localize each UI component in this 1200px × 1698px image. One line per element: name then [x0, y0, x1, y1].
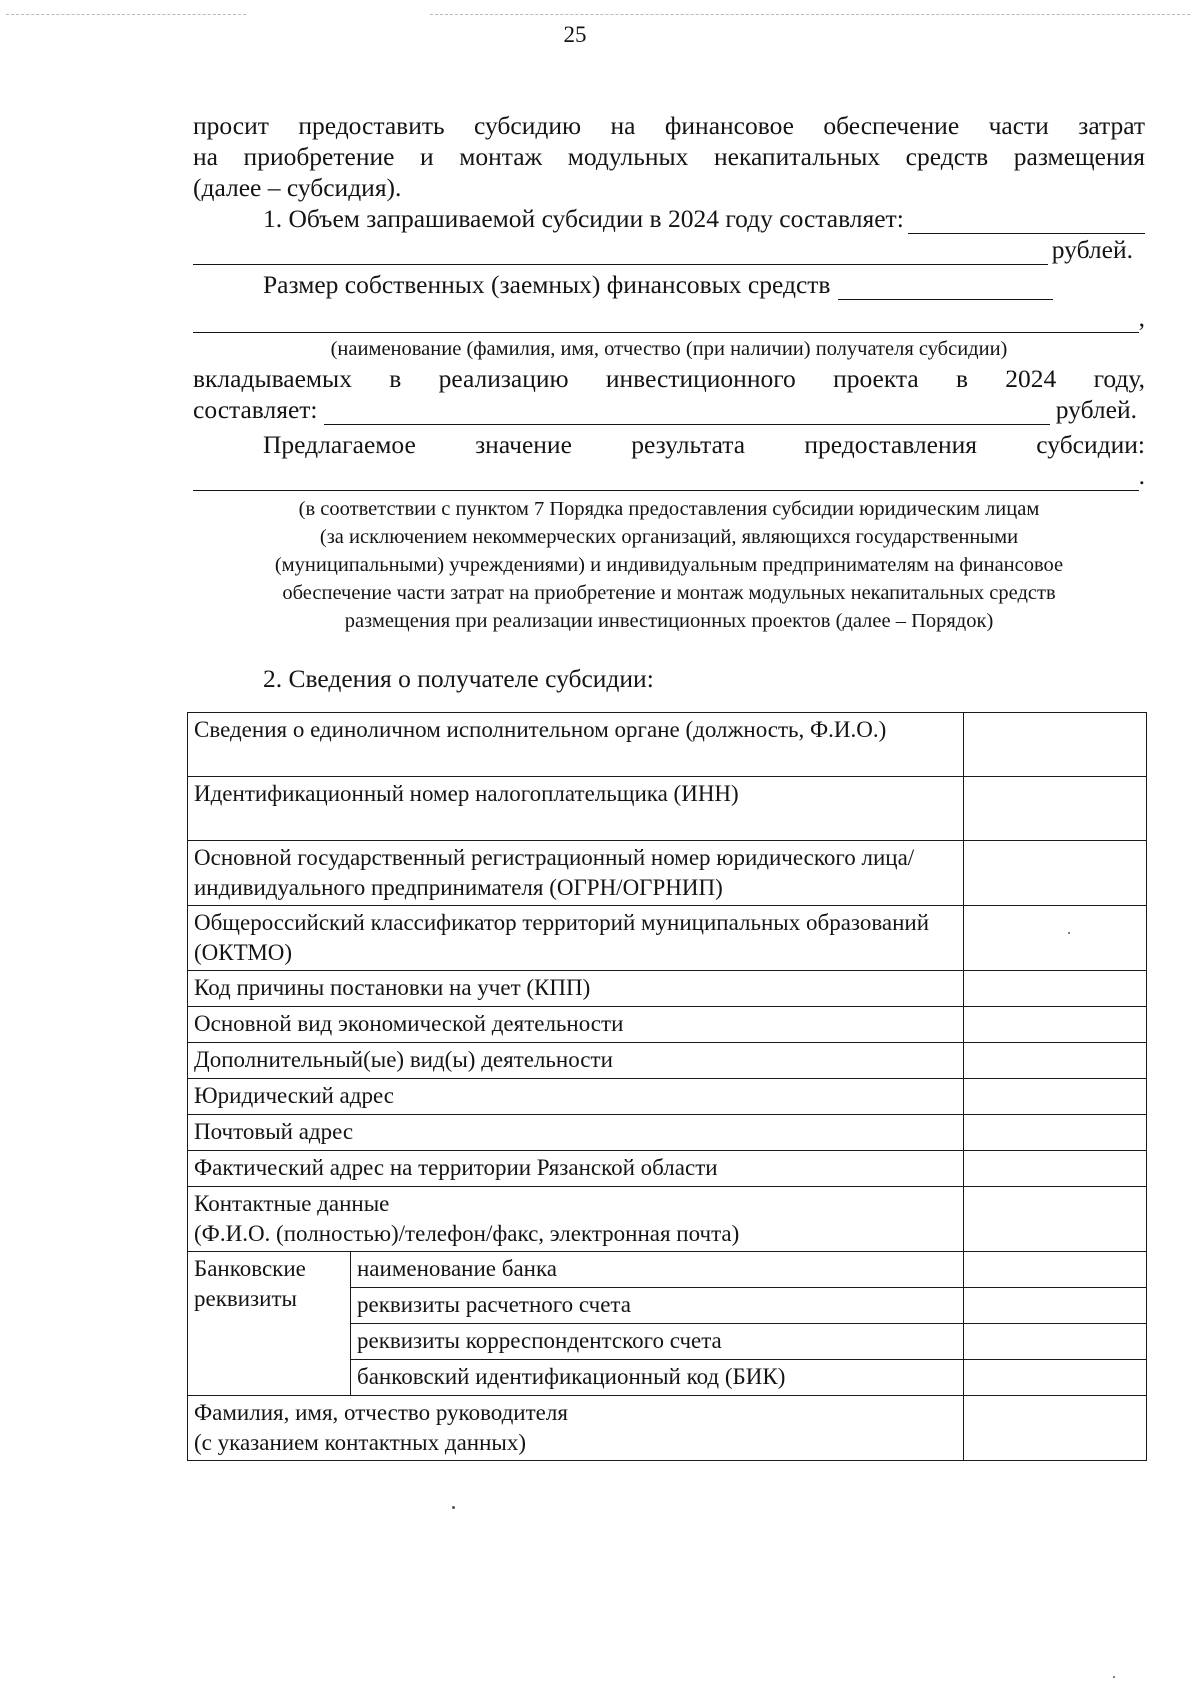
table-row-label: Дополнительный(ые) вид(ы) деятельности [188, 1043, 964, 1079]
scan-speck [452, 1506, 455, 1509]
intro-line-2: на приобретение и монтаж модульных некапитальных средств размещения [193, 142, 1145, 171]
table-row-label: Код причины постановки на учет (КПП) [188, 971, 964, 1007]
own-funds-amount-field[interactable] [324, 399, 1050, 425]
table-row-label: Основной государственный регистрационный номер юридического лица/индивидуального предпринимателя (ОГРН/ОГРНИП) [188, 841, 964, 906]
own-funds-row [193, 269, 1145, 300]
page-number: 25 [563, 22, 587, 47]
table-value-cell[interactable] [964, 971, 1147, 1007]
table-row [188, 1007, 1147, 1043]
result-caption [193, 495, 1145, 635]
table-row [188, 777, 1147, 841]
result-value-field[interactable] [193, 465, 1139, 491]
result-caption-line-3: (муниципальными) учреждениями) и индивидуальным предпринимателям на финансовое [274, 554, 1064, 576]
table-value-cell[interactable] [964, 1360, 1147, 1396]
table-row-label: реквизиты корреспондентского счета [351, 1324, 964, 1360]
table-value-cell[interactable] [964, 1151, 1147, 1187]
table-row-label: Фактический адрес на территории Рязанской области [188, 1151, 964, 1187]
recipient-info-table [187, 712, 1147, 1461]
table-row-label: Основной вид экономической деятельности [188, 1007, 964, 1043]
table-value-cell[interactable] [964, 1079, 1147, 1115]
table-row-label: Почтовый адрес [188, 1115, 964, 1151]
scan-speck [1068, 932, 1070, 934]
table-value-cell[interactable] [964, 1043, 1147, 1079]
table-row [188, 1079, 1147, 1115]
recipient-name-caption: (наименование (фамилия, имя, отчество (при наличии) получателя субсидии) [330, 338, 1008, 360]
result-caption-line-2: (за исключением некоммерческих организаций, являющихся государственными [319, 526, 1019, 548]
scan-speck [1113, 1676, 1115, 1678]
invested-line: вкладываемых в реализацию инвестиционного проекта в 2024 году, [193, 364, 1145, 393]
table-value-cell[interactable] [964, 906, 1147, 971]
document-body [193, 110, 1145, 694]
table-value-cell[interactable] [964, 1187, 1147, 1252]
recipient-name-field[interactable] [193, 307, 1139, 333]
table-row [188, 971, 1147, 1007]
subsidy-amount-row-2 [193, 234, 1145, 265]
table-value-cell[interactable] [964, 841, 1147, 906]
head-label-line-2: (с указанием контактных данных) [194, 1430, 527, 1455]
table-row [188, 906, 1147, 971]
table-value-cell[interactable] [964, 1288, 1147, 1324]
table-row-label: Идентификационный номер налогоплательщика (ИНН) [188, 777, 964, 841]
table-row-contacts [188, 1187, 1147, 1252]
own-funds-label: Размер собственных (заемных) финансовых средств [263, 270, 831, 299]
table-value-cell[interactable] [964, 1007, 1147, 1043]
table-value-cell[interactable] [964, 1324, 1147, 1360]
own-funds-amount-row [193, 394, 1145, 425]
recipient-name-comma: , [1138, 303, 1145, 332]
contacts-label-line-2: (Ф.И.О. (полностью)/телефон/факс, электронная почта) [194, 1221, 740, 1246]
subsidy-amount-label: 1. Объем запрашиваемой субсидии в 2024 году составляет: [263, 204, 904, 233]
table-row-label: Сведения о единоличном исполнительном органе (должность, Ф.И.О.) [188, 713, 964, 777]
table-value-cell[interactable] [964, 777, 1147, 841]
table-row-label: Общероссийский классификатор территорий муниципальных образований (ОКТМО) [188, 906, 964, 971]
table-row [188, 1115, 1147, 1151]
table-row-label [188, 1396, 964, 1461]
scan-edge-right [430, 14, 1190, 15]
result-value-row [193, 460, 1145, 491]
table-value-cell[interactable] [964, 1396, 1147, 1461]
table-row-label: наименование банка [351, 1252, 964, 1288]
own-funds-amount-unit: рублей. [1055, 395, 1137, 424]
intro-line-3: (далее – субсидия). [193, 173, 402, 202]
table-row [188, 713, 1147, 777]
table-row-bank [188, 1252, 1147, 1288]
table-value-cell[interactable] [964, 1115, 1147, 1151]
contacts-label-line-1: Контактные данные [194, 1191, 390, 1216]
result-value-dot: . [1138, 461, 1145, 490]
table-row [188, 1151, 1147, 1187]
table-row-label [188, 1187, 964, 1252]
table-row-label: реквизиты расчетного счета [351, 1288, 964, 1324]
section-2-title: 2. Сведения о получателе субсидии: [263, 664, 654, 693]
subsidy-amount-unit: рублей. [1051, 235, 1133, 264]
table-row-label: Юридический адрес [188, 1079, 964, 1115]
own-funds-amount-label: составляет: [193, 395, 318, 424]
table-value-cell[interactable] [964, 1252, 1147, 1288]
recipient-name-row [193, 302, 1145, 333]
table-row [188, 841, 1147, 906]
result-label: Предлагаемое значение результата предоставления субсидии: [263, 430, 1145, 459]
subsidy-amount-field-start[interactable] [908, 208, 1145, 234]
head-label-line-1: Фамилия, имя, отчество руководителя [194, 1400, 568, 1425]
subsidy-amount-row [193, 203, 1145, 234]
subsidy-amount-field[interactable] [193, 239, 1048, 265]
bank-details-label: Банковские реквизиты [188, 1252, 351, 1396]
intro-line-1: просит предоставить субсидию на финансовое обеспечение части затрат [193, 111, 1145, 140]
table-row [188, 1043, 1147, 1079]
table-row-head [188, 1396, 1147, 1461]
own-funds-field-start[interactable] [838, 274, 1053, 300]
result-caption-line-4: обеспечение части затрат на приобретение и монтаж модульных некапитальных средств [282, 582, 1056, 604]
scan-edge-left [6, 14, 246, 15]
result-caption-line-5: размещения при реализации инвестиционных проектов (далее – Порядок) [344, 610, 994, 632]
table-row-label: банковский идентификационный код (БИК) [351, 1360, 964, 1396]
result-caption-line-1: (в соответствии с пунктом 7 Порядка предоставления субсидии юридическим лицам [298, 498, 1040, 520]
table-value-cell[interactable] [964, 713, 1147, 777]
